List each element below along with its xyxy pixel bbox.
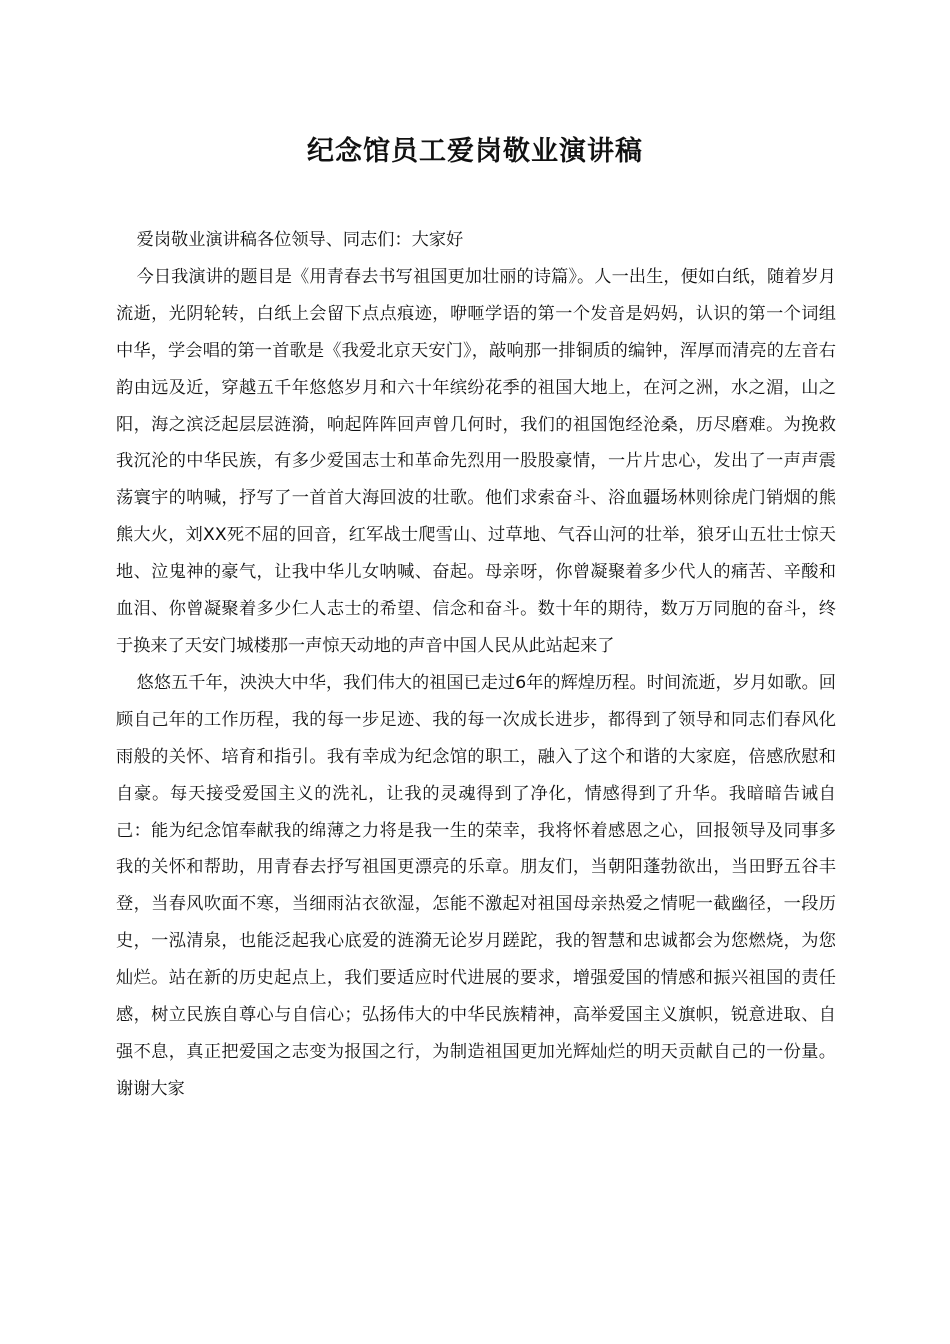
paragraph-topic: 今日我演讲的题目是《用青春去书写祖国更加壮丽的诗篇》。人一出生，便如白纸，随着岁月流逝，光阴轮转，白纸上会留下点点痕迹，咿咂学语的第一个发音是妈妈，认识的第一个词组中华，学会唱的第一首歌是《我爱北京天安门》，敲响那一排铜质的编钟，浑厚而清亮的左音右韵由远及近，穿越五千年悠悠岁月和六十年缤纷花季的祖国大地上，在河之洲，水之湄，山之阳，海之滨泛起层层涟漪，响起阵阵回声曾几何时，我们的祖国饱经沧桑，历尽磨难。为挽救我沉沦的中华民族，有多少爱国志士和革命先烈用一股股豪情，一片片忠心，发出了一声声震荡寰宇的呐喊，抒写了一首首大海回波的壮歌。他们求索奋斗、浴血疆场林则徐虎门销烟的熊熊大火，刘XX死不屈的回音，红军战士爬雪山、过草地、气吞山河的壮举，狼牙山五壮士惊天地、泣鬼神的豪气，让我中华儿女呐喊、奋起。母亲呀，你曾凝聚着多少代人的痛苦、辛酸和血泪、你曾凝聚着多少仁人志士的希望、信念和奋斗。数十年的期待，数万万同胞的奋斗，终于换来了天安门城楼那一声惊天动地的声音中国人民从此站起来了 xyxy=(116,266,836,656)
paragraph-closing: 悠悠五千年，泱泱大中华，我们伟大的祖国已走过6年的辉煌历程。时间流逝，岁月如歌。回顾自己年的工作历程，我的每一步足迹、我的每一次成长进步，都得到了领导和同志们春风化雨般的关怀、培育和指引。我有幸成为纪念馆的职工，融入了这个和谐的大家庭，倍感欣慰和自豪。每天接受爱国主义的洗礼，让我的灵魂得到了净化，情感得到了升华。我暗暗告诫自己：能为纪念馆奉献我的绵薄之力将是我一生的荣幸，我将怀着感恩之心，回报领导及同事多我的关怀和帮助，用青春去抒写祖国更漂亮的乐章。朋友们，当朝阳蓬勃欲出，当田野五谷丰登，当春风吹面不寒，当细雨沾衣欲湿，怎能不激起对祖国母亲热爱之情呢一截幽径，一段历史，一泓清泉，也能泛起我心底爱的涟漪无论岁月蹉跎，我的智慧和忠诚都会为您燃烧，为您灿烂。站在新的历史起点上，我们要适应时代进展的要求，增强爱国的情感和振兴祖国的责任感，树立民族自尊心与自信心；弘扬伟大的中华民族精神，高举爱国主义旗帜，锐意进取、自强不息，真正把爱国之志变为报国之行，为制造祖国更加光辉灿烂的明天贡献自己的一份量。谢谢大家 xyxy=(116,672,836,1099)
document-body xyxy=(116,222,836,1108)
document-title: 纪念馆员工爱岗敬业演讲稿 xyxy=(307,136,643,167)
paragraph-greeting: 爱岗敬业演讲稿各位领导、同志们：大家好 xyxy=(136,230,464,250)
